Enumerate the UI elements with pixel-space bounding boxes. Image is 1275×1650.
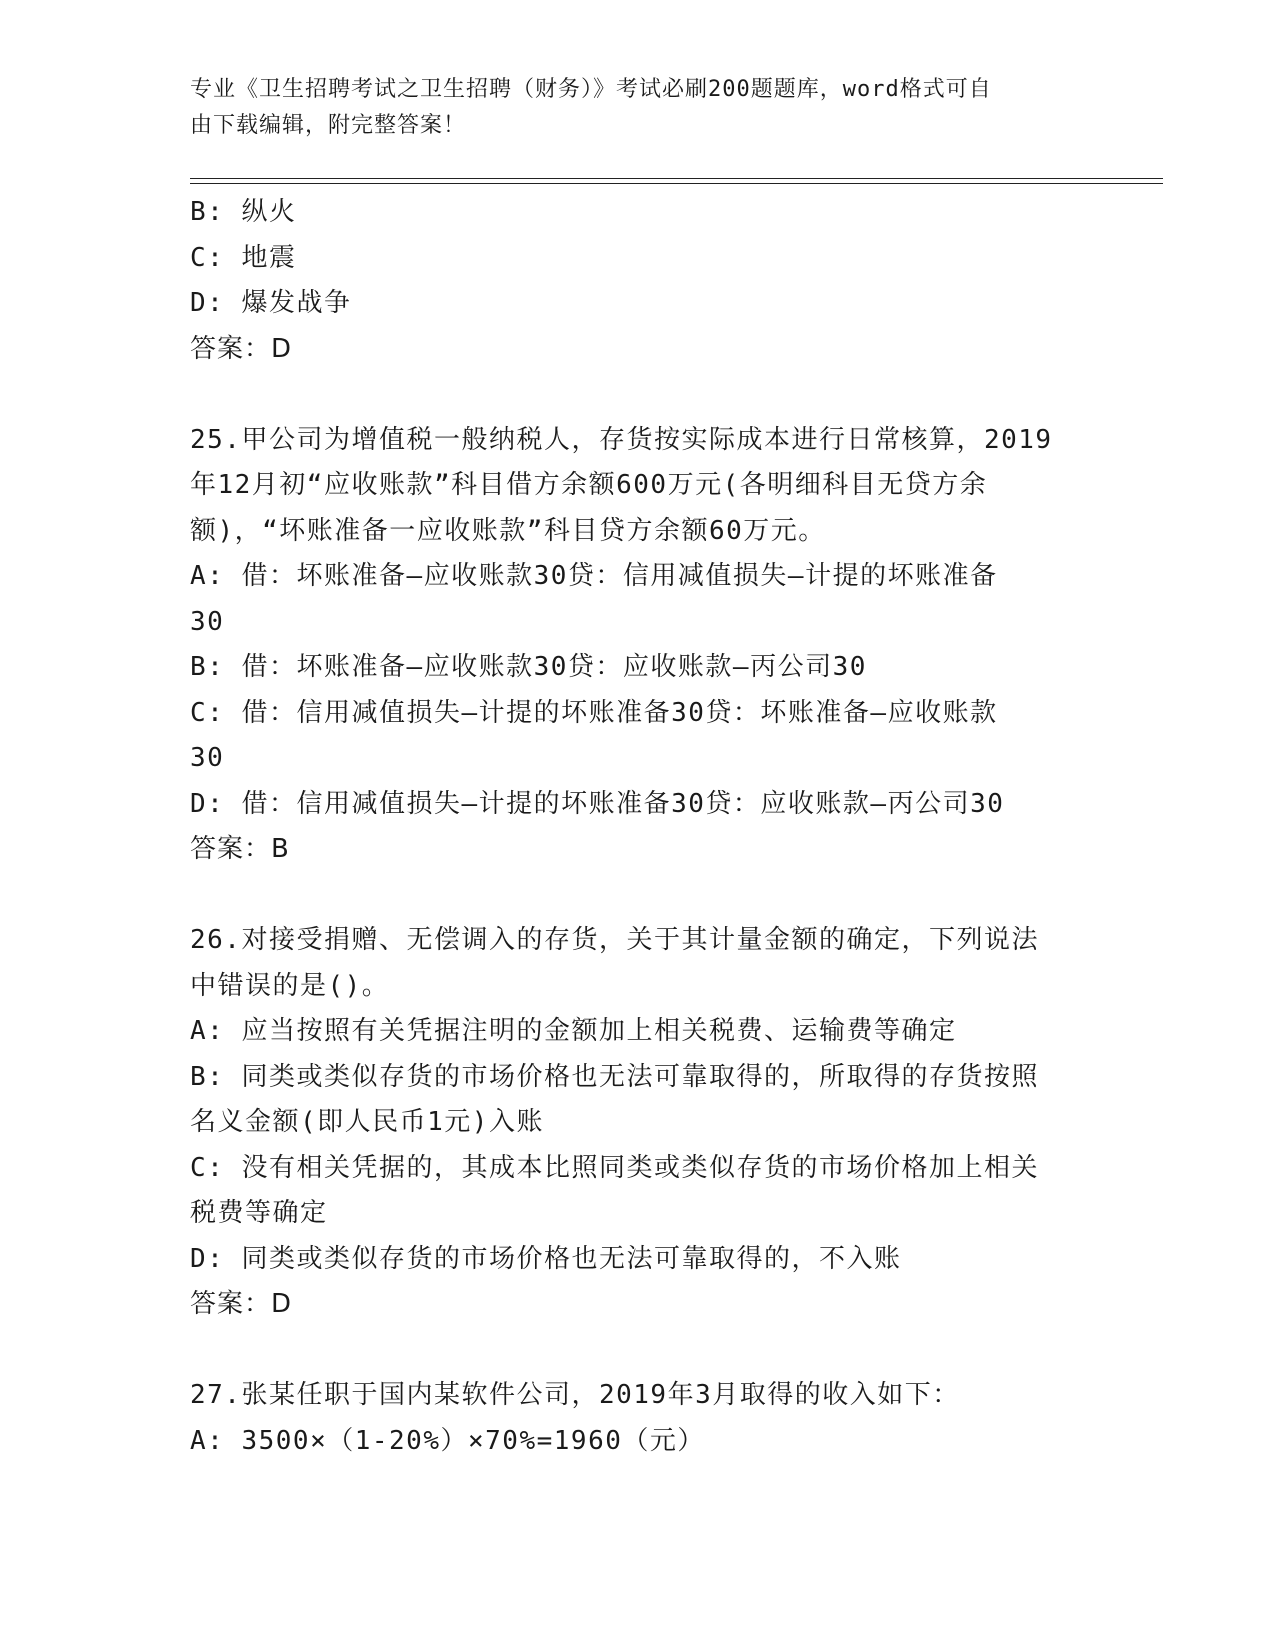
option-c-continued: 30: [190, 743, 225, 773]
question-25: [190, 418, 1085, 873]
option-c: C: 借：信用减值损失—计提的坏账准备30贷：坏账准备—应收账款: [190, 697, 998, 728]
header-divider-top: [190, 178, 1163, 179]
option-b-continued: 名义金额(即人民币1元)入账: [190, 1107, 544, 1137]
option-c: C: 地震: [190, 242, 297, 273]
question-stem: 额)，“坏账准备一应收账款”科目贷方余额60万元。: [190, 515, 826, 546]
spacer: [190, 1328, 1085, 1374]
option-c-continued: 税费等确定: [190, 1198, 328, 1228]
header-line-1: 专业《卫生招聘考试之卫生招聘（财务）》考试必刷200题题库，word格式可自: [190, 77, 992, 102]
question-24: [190, 190, 1085, 372]
option-d: D: 借：信用减值损失—计提的坏账准备30贷：应收账款—丙公司30: [190, 788, 1005, 819]
question-content: [190, 190, 1085, 1464]
option-a: A: 3500×（1-20%）×70%=1960（元）: [190, 1425, 705, 1456]
question-stem: 年12月初“应收账款”科目借方余额600万元(各明细科目无贷方余: [190, 470, 988, 500]
question-26: [190, 918, 1085, 1328]
header-divider-bottom: [190, 183, 1163, 184]
spacer: [190, 372, 1085, 418]
option-b: B: 同类或类似存货的市场价格也无法可靠取得的，所取得的存货按照: [190, 1061, 1039, 1092]
option-d: D: 爆发战争: [190, 288, 352, 318]
option-a-continued: 30: [190, 606, 225, 637]
option-b: B: 借：坏账准备—应收账款30贷：应收账款—丙公司30: [190, 652, 867, 682]
option-a: A: 应当按照有关凭据注明的金额加上相关税费、运输费等确定: [190, 1016, 957, 1046]
question-27: [190, 1373, 1085, 1464]
answer-line: 答案：D: [190, 1289, 293, 1319]
spacer: [190, 873, 1085, 919]
document-header: [190, 72, 1070, 144]
question-stem: 27.张某任职于国内某软件公司，2019年3月取得的收入如下：: [190, 1380, 960, 1410]
option-c: C: 没有相关凭据的，其成本比照同类或类似存货的市场价格加上相关: [190, 1152, 1039, 1183]
option-d: D: 同类或类似存货的市场价格也无法可靠取得的，不入账: [190, 1243, 902, 1274]
answer-line: 答案：B: [190, 834, 290, 864]
header-line-2: 由下载编辑，附完整答案！: [190, 113, 467, 138]
question-stem: 中错误的是()。: [190, 970, 390, 1001]
question-stem: 25.甲公司为增值税一般纳税人，存货按实际成本进行日常核算，2019: [190, 424, 1053, 455]
question-stem: 26.对接受捐赠、无偿调入的存货，关于其计量金额的确定，下列说法: [190, 925, 1039, 955]
option-b: B: 纵火: [190, 197, 297, 227]
answer-line: 答案：D: [190, 333, 293, 364]
option-a: A: 借：坏账准备—应收账款30贷：信用减值损失—计提的坏账准备: [190, 561, 998, 591]
